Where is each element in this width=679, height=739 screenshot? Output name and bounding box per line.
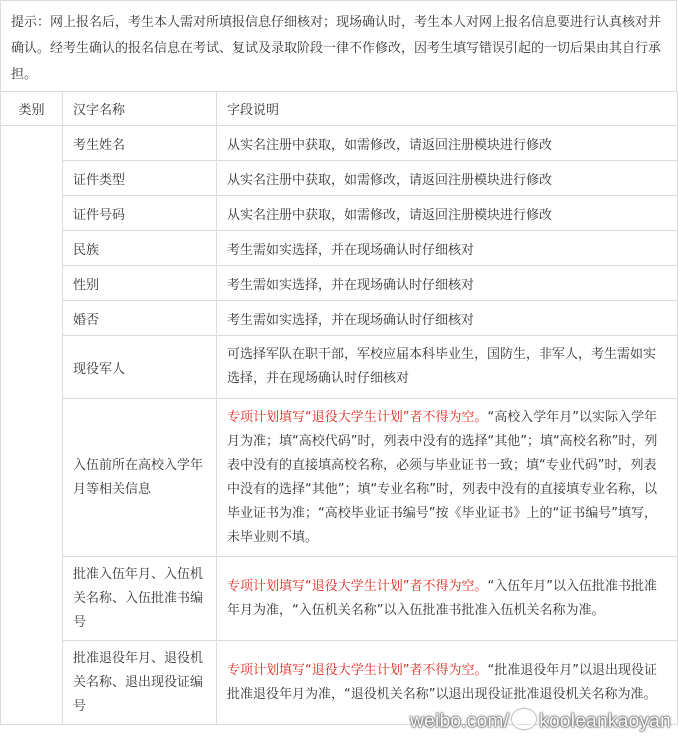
field-description-block xyxy=(217,399,678,557)
field-description: 从实名注册中获取，如需修改，请返回注册模块进行修改 xyxy=(217,126,678,161)
field-table xyxy=(0,91,678,725)
category-cell xyxy=(1,126,63,725)
notice-text: 提示：网上报名后，考生本人需对所填报信息仔细核对；现场确认时，考生本人对网上报名信息要进行认真核对并确认。经考生确认的报名信息在考试、复试及录取阶段一律不作修改，因考生填写错误引起的一切后果由其自行承担。 xyxy=(0,0,677,91)
watermark xyxy=(410,709,671,733)
field-description-block xyxy=(217,557,678,641)
header-category: 类别 xyxy=(1,92,63,126)
required-note: 专项计划填写“退役大学生计划”者不得为空。 xyxy=(227,409,488,425)
table-row xyxy=(1,196,678,231)
field-description: “高校入学年月”以实际入学年月为准；填“高校代码”时，列表中没有的选择“其他”；填“高校名称”时，列表中没有的直接填高校名称，必须与毕业证书一致；填“专业代码”时，列表中没有的选择“其他”；填“专业名称”时，列表中没有的直接填专业名称，以毕业证书为准；“高校毕业证书编号”按《毕业证书》上的“证书编号”填写，未毕业则不填。 xyxy=(227,409,658,545)
header-description: 字段说明 xyxy=(217,92,678,126)
field-description: “批准退役年月”以退出现役证批准退役年月为准，“退役机关名称”以退出现役证批准退役机关名称为准。 xyxy=(227,662,657,702)
table-row xyxy=(1,266,678,301)
field-description: 考生需如实选择，并在现场确认时仔细核对 xyxy=(217,301,678,336)
field-name: 证件类型 xyxy=(63,161,217,196)
field-name: 民族 xyxy=(63,231,217,266)
watermark-prefix: weibo.com/ xyxy=(410,711,510,732)
field-name: 入伍前所在高校入学年月等相关信息 xyxy=(63,399,217,557)
table-row xyxy=(1,557,678,641)
field-description: 从实名注册中获取，如需修改，请返回注册模块进行修改 xyxy=(217,161,678,196)
table-row xyxy=(1,301,678,336)
required-note: 专项计划填写“退役大学生计划”者不得为空。 xyxy=(227,662,488,678)
field-name: 性别 xyxy=(63,266,217,301)
field-name: 婚否 xyxy=(63,301,217,336)
table-row xyxy=(1,161,678,196)
field-description: “入伍年月”以入伍批准书批准年月为准，“入伍机关名称”以入伍批准书批准入伍机关名称为准。 xyxy=(227,578,657,618)
table-header-row xyxy=(1,92,678,126)
table-row xyxy=(1,126,678,161)
header-name: 汉字名称 xyxy=(63,92,217,126)
field-description: 考生需如实选择，并在现场确认时仔细核对 xyxy=(217,231,678,266)
field-name: 考生姓名 xyxy=(63,126,217,161)
table-row xyxy=(1,336,678,399)
table-row xyxy=(1,231,678,266)
weibo-logo-icon xyxy=(512,709,536,729)
field-name: 批准入伍年月、入伍机关名称、入伍批准书编号 xyxy=(63,557,217,641)
field-name: 证件号码 xyxy=(63,196,217,231)
field-description: 从实名注册中获取，如需修改，请返回注册模块进行修改 xyxy=(217,196,678,231)
watermark-handle: kooleankaoyan xyxy=(539,711,671,732)
field-name: 现役军人 xyxy=(63,336,217,399)
field-name: 批准退役年月、退役机关名称、退出现役证编号 xyxy=(63,641,217,725)
field-description: 可选择军队在职干部，军校应届本科毕业生，国防生，非军人，考生需如实选择，并在现场确认时仔细核对 xyxy=(217,336,678,399)
field-description: 考生需如实选择，并在现场确认时仔细核对 xyxy=(217,266,678,301)
table-row xyxy=(1,399,678,557)
required-note: 专项计划填写“退役大学生计划”者不得为空。 xyxy=(227,578,488,594)
